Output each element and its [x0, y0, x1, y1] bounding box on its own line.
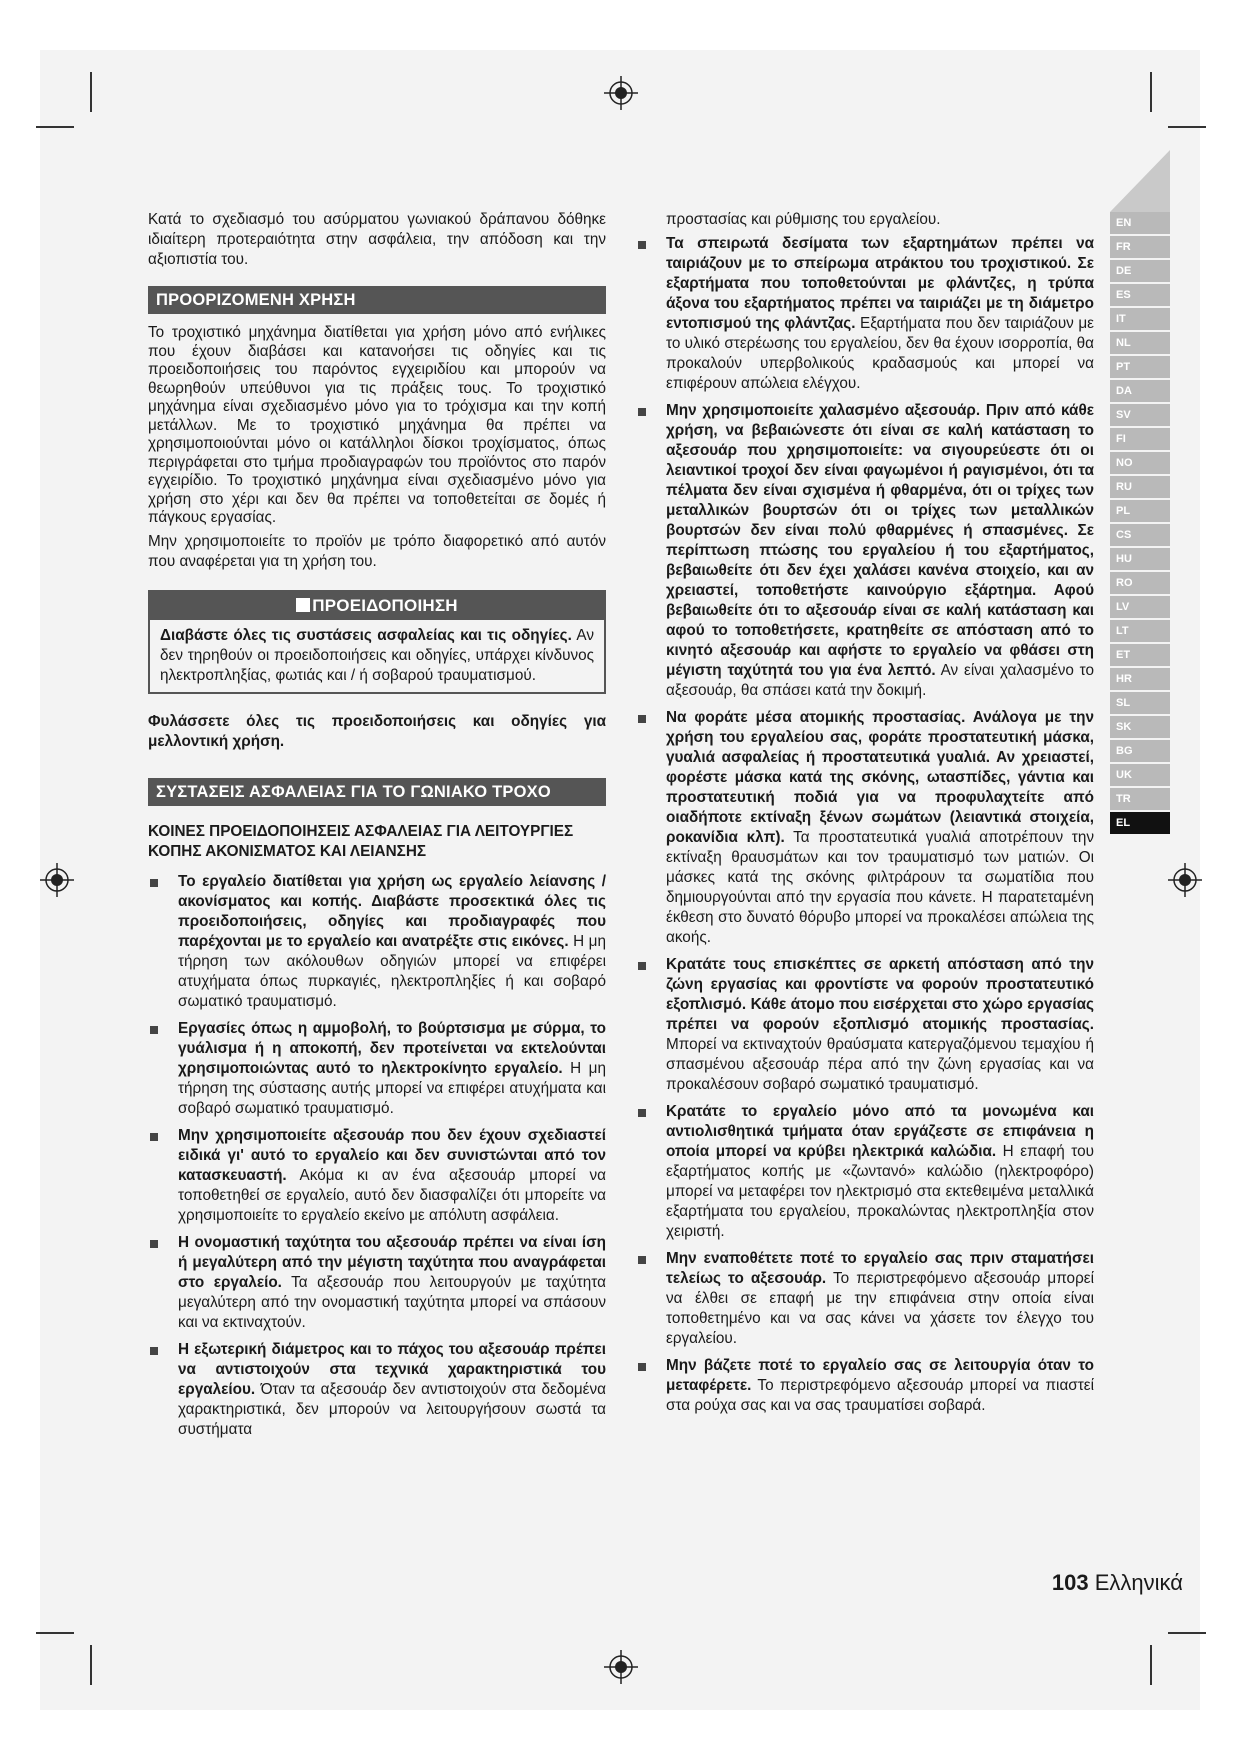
list-item: Τα σπειρωτά δεσίματα των εξαρτημάτων πρέπει να ταιριάζουν με το σπείρωμα ατράκτου του τροχιστικού. Σε εξαρτήματα που τοποθετούνται με φλάντζες, η τρύπα άξονα του εξαρτήματος πρέπει να ταιριάζει με τη διάμετρο εντοπισμού της φλάντζας. Εξαρτήματα που δεν ταιριάζουν με το υλικό στερέωσης του εργαλείου, δεν θα έχουν ισορροπία, θα προκαλούν υπερβολικούς κραδασμούς και μπορεί να επιφέρουν απώλεια ελέγχου.: [636, 234, 1094, 394]
keep-instructions-note: Φυλάσσετε όλες τις προειδοποιήσεις και οδηγίες για μελλοντική χρήση.: [148, 712, 606, 750]
language-tab-lt: LT: [1110, 620, 1170, 642]
warning-box: [148, 590, 606, 694]
language-tab-sk: SK: [1110, 716, 1170, 738]
list-item: Να φοράτε μέσα ατομικής προστασίας. Ανάλογα με την χρήση του εργαλείου σας, φοράτε προστατευτική μάσκα, γυαλιά ασφαλείας ή προστατευτικά γυαλιά. Αν χρειαστεί, φορέστε μάσκα κατά της σκόνης, ωτασπίδες, γάντια και προστατευτική ποδιά για να προφυλαχτείτε από οιαδήποτε εκτίναξη ξένων σωμάτων (λειαντικά στοιχεία, ροκανίδια κλπ). Τα προστατευτικά γυαλιά αποτρέπουν την εκτίναξη θραυσμάτων και τον τραυματισμό των ματιών. Οι μάσκες κατά της σκόνης φιλτράρουν τα σωματίδια που δημιουργούνται από την εργασία που κάνετε. Η παρατεταμένη έκθεση στο δυνατό θόρυβο μπορεί να προκαλέσει απώλεια της ακοής.: [636, 708, 1094, 948]
registration-mark-icon: [1168, 863, 1202, 897]
language-tab-nl: NL: [1110, 332, 1170, 354]
intro-paragraph: Κατά το σχεδιασμό του ασύρματου γωνιακού δράπανου δόθηκε ιδιαίτερη προτεραιότητα στην ασφάλεια, την απόδοση και την αξιοπιστία του.: [148, 211, 606, 268]
language-tab-pt: PT: [1110, 356, 1170, 378]
registration-mark-icon: [604, 76, 638, 110]
crop-mark: [90, 1645, 92, 1685]
warning-heading: ΠΡΟΕΙΔΟΠΟΙΗΣΗ: [150, 592, 604, 620]
footer-language: Ελληνικά: [1094, 1570, 1183, 1595]
list-item: Μην χρησιμοποιείτε χαλασμένο αξεσουάρ. Πριν από κάθε χρήση, να βεβαιώνεστε ότι είναι σε καλή κατάσταση το αξεσουάρ που χρησιμοποιείτε: να σιγουρεύεστε ότι οι λειαντικοί τροχοί δεν είναι φαγωμένοι ή ραγισμένοι, ότι τα πέλματα δεν είναι σχισμένα ή φθαρμένα, ότι οι τρίχες των μεταλλικών βουρτσών ότι οι τρίχες των μεταλλικών βουρτσών δεν είναι πολύ φθαρμένες ή σπασμένες. Σε περίπτωση πτώσης του εργαλείου ή του εξαρτήματος, βεβαιωθείτε ότι δεν έχει χαλάσει κανένα στοιχείο, και αν χρειαστεί, τοποθετήστε καινούργιο εξάρτημα. Αφού βεβαιωθείτε ότι το αξεσουάρ είναι σε καλή κατάσταση και αφού το τοποθετήσετε, κρατηθείτε σε απόσταση από το κινητό αξεσουάρ και αφήστε το εργαλείο να φθάσει στη μέγιστη ταχύτητά του για ένα λεπτό. Αν είναι χαλασμένο το αξεσουάρ, θα σπάσει κατά την δοκιμή.: [636, 401, 1094, 701]
intended-use-heading: ΠΡΟΟΡΙΖΟΜΕΝΗ ΧΡΗΣΗ: [148, 286, 606, 314]
language-tab-da: DA: [1110, 380, 1170, 402]
crop-mark: [36, 1632, 74, 1634]
list-item: Μην χρησιμοποιείτε αξεσουάρ που δεν έχουν σχεδιαστεί ειδικά γι' αυτό το εργαλείο και δεν συνιστώνται από τον κατασκευαστή. Ακόμα κι αν ένα αξεσουάρ μπορεί να τοποθετηθεί σε εργαλείο, αυτό δεν διασφαλίζει ότι μπορείτε να χρησιμοποιείτε το εργαλείο εκείνο με απόλυτη ασφάλεια.: [148, 1126, 606, 1226]
language-tab-en: EN: [1110, 212, 1170, 234]
language-tab-pl: PL: [1110, 500, 1170, 522]
left-bullet-list: [148, 872, 606, 1440]
crop-mark: [1150, 1645, 1152, 1685]
language-tab-el: EL: [1110, 812, 1170, 834]
language-tab-de: DE: [1110, 260, 1170, 282]
right-column: [636, 210, 1094, 1423]
general-warnings-subheading: ΚΟΙΝΕΣ ΠΡΟΕΙΔΟΠΟΙΗΣΕΙΣ ΑΣΦΑΛΕΙΑΣ ΓΙΑ ΛΕΙΤΟΥΡΓΙΕΣ ΚΟΠΗΣ ΑΚΟΝΙΣΜΑΤΟΣ ΚΑΙ ΛΕΙΑΝΣΗΣ: [148, 822, 574, 860]
crop-mark: [1168, 1632, 1206, 1634]
language-tab-fi: FI: [1110, 428, 1170, 450]
language-tab-no: NO: [1110, 452, 1170, 474]
language-tab-lv: LV: [1110, 596, 1170, 618]
language-tab-sv: SV: [1110, 404, 1170, 426]
language-tab-et: ET: [1110, 644, 1170, 666]
crop-mark: [1168, 126, 1206, 128]
intended-use-note: Μην χρησιμοποιείτε το προϊόν με τρόπο διαφορετικό από αυτόν που αναφέρεται για τη χρήση του.: [148, 532, 606, 570]
list-item: Η εξωτερική διάμετρος και το πάχος του αξεσουάρ πρέπει να αντιστοιχούν στα τεχνικά χαρακτηριστικά του εργαλείου. Όταν τα αξεσουάρ δεν αντιστοιχούν στα δεδομένα χαρακτηριστικά, δεν μπορούν να λειτουργήσουν σωστά τα συστήματα: [148, 1340, 606, 1440]
language-tab-it: IT: [1110, 308, 1170, 330]
left-column: [148, 210, 606, 1447]
language-tab-es: ES: [1110, 284, 1170, 306]
language-tab-sl: SL: [1110, 692, 1170, 714]
list-item: Μην βάζετε ποτέ το εργαλείο σας σε λειτουργία όταν το μεταφέρετε. Το περιστρεφόμενο αξεσουάρ μπορεί να πιαστεί στα ρούχα σας και να σας τραυματίσει σοβαρά.: [636, 1356, 1094, 1416]
language-tab-hr: HR: [1110, 668, 1170, 690]
language-tab-fr: FR: [1110, 236, 1170, 258]
list-item: Η ονομαστική ταχύτητα του αξεσουάρ πρέπει να είναι ίση ή μεγαλύτερη από την μέγιστη ταχύτητα που αναγράφεται στο εργαλείο. Τα αξεσουάρ που λειτουργούν με ταχύτητα μεγαλύτερη από την ονομαστική ταχύτητα μπορεί να σπάσουν και να εκτιναχτούν.: [148, 1233, 606, 1333]
crop-mark: [36, 126, 74, 128]
right-bullet-list: [636, 234, 1094, 1416]
continuation-text: προστασίας και ρύθμισης του εργαλείου.: [666, 211, 941, 228]
language-tabs: [1110, 212, 1170, 836]
registration-mark-icon: [604, 1650, 638, 1684]
safety-heading: ΣΥΣΤΑΣΕΙΣ ΑΣΦΑΛΕΙΑΣ ΓΙΑ ΤΟ ΓΩΝΙΑΚΟ ΤΡΟΧΟ: [148, 778, 606, 806]
intended-use-paragraph: Το τροχιστικό μηχάνημα διατίθεται για χρήση μόνο από ενήλικες που έχουν διαβάσει και κατανοήσει τις οδηγίες και τις προειδοποιήσεις του παρόντος εγχειριδίου και μπορούν να θεωρηθούν υπεύθυνοι για τις πράξεις τους. Το τροχιστικό μηχάνημα είναι σχεδιασμένο μόνο για το τρόχισμα και την κοπή μετάλλων. Με το τροχιστικό μηχάνημα θα πρέπει να χρησιμοποιούνται μόνο οι κατάλληλοι δίσκοι τροχίσματος, όπως περιγράφεται στο τμήμα προδιαγραφών του προϊόντος στο παρόν εγχειρίδιο. Το τροχιστικό μηχάνημα είναι σχεδιασμένο μόνο για χρήση στο χέρι και δεν θα πρέπει να τοποθετείται σε δομές ή πάγκους εργασίας.: [148, 324, 606, 526]
list-item: Κρατάτε το εργαλείο μόνο από τα μονωμένα και αντιολισθητικά τμήματα όταν εργάζεστε σε επιφάνεια η οποία μπορεί να κρύβει ηλεκτρικά καλώδια. Η επαφή του εξαρτήματος κοπής με «ζωντανό» καλώδιο (ηλεκτροφόρο) μπορεί να μεταφέρει τον ηλεκτρισμό στα εκτεθειμένα μεταλλικά εξαρτήματα του εργαλείου, προκαλώντας ηλεκτροπληξία στον χειριστή.: [636, 1102, 1094, 1242]
language-tab-cs: CS: [1110, 524, 1170, 546]
list-item: Εργασίες όπως η αμμοβολή, το βούρτσισμα με σύρμα, το γυάλισμα ή η αποκοπή, δεν προτείνεται να εκτελούνται χρησιμοποιώντας αυτό το ηλεκτροκίνητο εργαλείο. Η μη τήρηση της σύστασης αυτής μπορεί να επιφέρει ατυχήματα και σοβαρό σωματικό τραυματισμό.: [148, 1019, 606, 1119]
list-item: Μην εναποθέτετε ποτέ το εργαλείο σας πριν σταματήσει τελείως το αξεσουάρ. Το περιστρεφόμενο αξεσουάρ μπορεί να έλθει σε επαφή με την επιφάνεια στην οποία είναι τοποθετημένο και να σας κάνει να χάσετε τον έλεγχο του εργαλείου.: [636, 1249, 1094, 1349]
page-number: 103: [1051, 1570, 1089, 1595]
tab-header-triangle: [1110, 150, 1170, 212]
warning-text: Αν δεν τηρηθούν οι προειδοποιήσεις και οδηγίες, υπάρχει κίνδυνος ηλεκτροπληξίας, φωτιάς και / ή σοβαρού τραυματισμού.: [160, 626, 595, 684]
crop-mark: [90, 72, 92, 112]
warning-body: [150, 620, 604, 692]
language-tab-uk: UK: [1110, 764, 1170, 786]
list-item: Το εργαλείο διατίθεται για χρήση ως εργαλείο λείανσης / ακονίσματος και κοπής. Διαβάστε προσεκτικά όλες τις προειδοποιήσεις, οδηγίες και προδιαγραφές που παρέχονται με το εργαλείο και ανατρέξτε στις εικόνες. Η μη τήρηση των ακόλουθων οδηγιών μπορεί να επιφέρει ατυχήματα όπως πυρκαγιές, ηλεκτροπληξίες ή και σοβαρό σωματικό τραυματισμό.: [148, 872, 606, 1012]
page-footer: [1052, 1570, 1183, 1596]
crop-mark: [1150, 72, 1152, 112]
warning-icon: [296, 598, 310, 612]
language-tab-ru: RU: [1110, 476, 1170, 498]
language-tab-tr: TR: [1110, 788, 1170, 810]
list-item: Κρατάτε τους επισκέπτες σε αρκετή απόσταση από την ζώνη εργασίας και φροντίστε να φορούν προστατευτικό εξοπλισμό. Κάθε άτομο που εισέρχεται στο χώρο εργασίας πρέπει να φορούν εξοπλισμό ατομικής προστασίας. Μπορεί να εκτιναχτούν θραύσματα κατεργαζόμενου τεμαχίου ή σπασμένου αξεσουάρ πέρα από την ζώνη εργασίας και να προκαλέσουν σοβαρό σωματικό τραυματισμό.: [636, 955, 1094, 1095]
language-tab-bg: BG: [1110, 740, 1170, 762]
language-tab-hu: HU: [1110, 548, 1170, 570]
registration-mark-icon: [40, 863, 74, 897]
warning-bold-text: Διαβάστε όλες τις συστάσεις ασφαλείας και τις οδηγίες.: [160, 626, 572, 644]
language-tab-ro: RO: [1110, 572, 1170, 594]
